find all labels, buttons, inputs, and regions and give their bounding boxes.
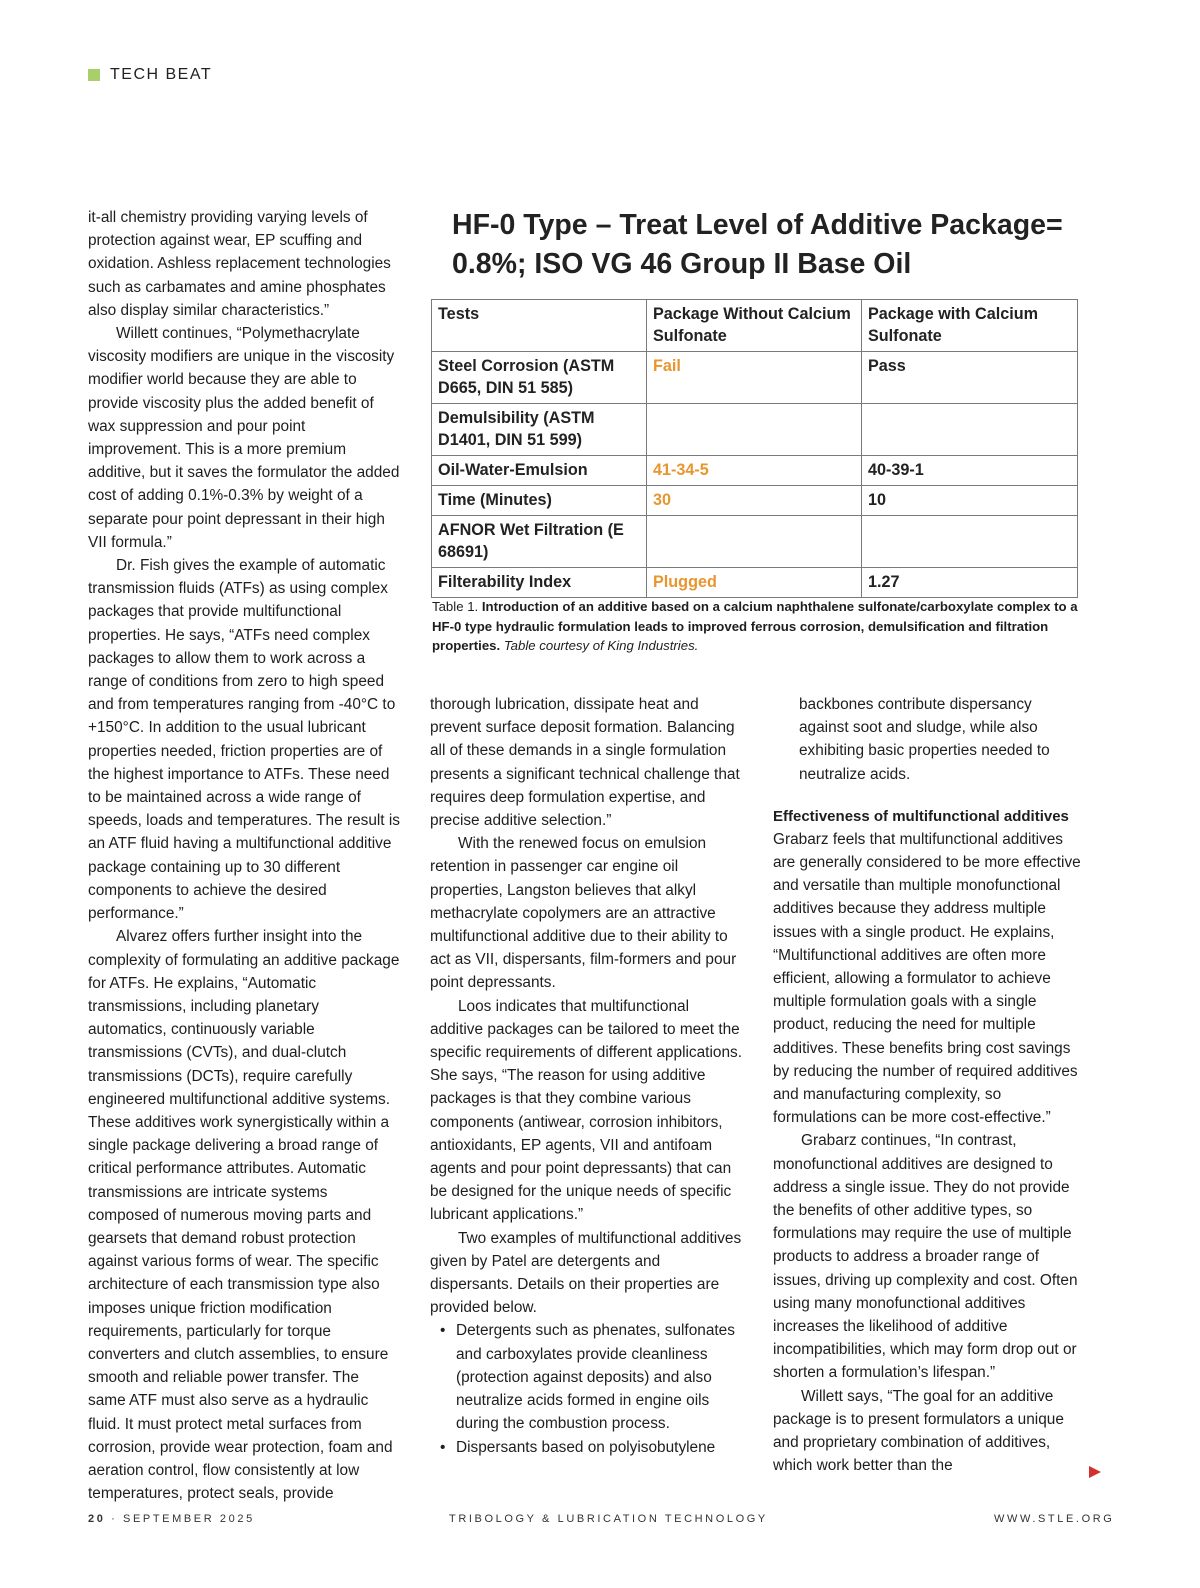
without-cell: 41-34-5 xyxy=(647,456,862,486)
with-cell: 1.27 xyxy=(862,568,1078,598)
paragraph: Grabarz feels that multifunctional additives are generally considered to be more effective and versatile than multiple monofunctional additives because they address multiple issues with a single product. He explains, “Multifunctional additives are often more efficient, allowing a formulator to achieve multiple formulation goals with a single product, reducing the need for multiple additives. These benefits bring cost savings by reducing the number of required additives and manufacturing complexity, so formulations can be more cost-effective.” xyxy=(773,830,1081,1127)
without-cell xyxy=(647,516,862,568)
with-cell: 40-39-1 xyxy=(862,456,1078,486)
paragraph: it-all chemistry providing varying levels of protection against wear, EP scuffing and oxidation. Ashless replacement technologies such as carbamates and amine phosphates also display similar characteristics.” xyxy=(88,209,391,319)
test-cell: Demulsibility (ASTM D1401, DIN 51 599) xyxy=(432,404,647,456)
paragraph: Alvarez offers further insight into the complexity of formulating an additive package for ATFs. He explains, “Automatic transmissions, including planetary automatics, continuously variable transmissions (CVTs), and dual-clutch transmissions (DCTs), require carefully engineered multifunctional additive systems. These additives work synergistically within a single package delivering a broad range of critical performance attributes. Automatic transmissions are intricate systems composed of numerous moving parts and gearsets that demand robust protection against various forms of wear. The specific architecture of each transmission type also imposes unique friction modification requirements, particularly for torque converters and clutch assemblies, to ensure smooth and reliable power transfer. The same ATF must also serve as a hydraulic fluid. It must protect metal surfaces from corrosion, provide wear protection, foam and aeration control, flow consistently at low temperatures, protect seals, provide xyxy=(88,928,400,1503)
test-cell: Steel Corrosion (ASTM D665, DIN 51 585) xyxy=(432,352,647,404)
table-row xyxy=(432,568,1078,598)
caption-label: Table 1. xyxy=(432,599,479,614)
table-row xyxy=(432,486,1078,516)
test-cell: Oil-Water-Emulsion xyxy=(432,456,647,486)
article-column-1 xyxy=(88,206,400,1505)
with-cell xyxy=(862,516,1078,568)
paragraph: Dr. Fish gives the example of automatic transmission fluids (ATFs) as using complex packages that provide multifunctional properties. He says, “ATFs need complex packages to allow them to work across a range of conditions from zero to high speed and from temperatures ranging from -40°C to +150°C. In addition to the usual lubricant properties needed, friction properties are of the highest importance to ATFs. These need to be maintained across a wide range of speeds, loads and temperatures. The result is an ATF fluid having a multifunctional additive package containing up to 30 different components to achieve the desired performance.” xyxy=(88,557,400,923)
section-heading: Effectiveness of multifunctional additives xyxy=(773,807,1069,825)
footer-separator: · xyxy=(111,1513,118,1525)
table-header-row xyxy=(432,300,1078,352)
article-column-2 xyxy=(430,693,742,1459)
paragraph: Willett continues, “Polymethacrylate viscosity modifiers are unique in the viscosity modifier world because they are able to provide viscosity plus the added benefit of wax suppression and pour point improvement. This is a more premium additive, but it saves the formulator the added cost of adding 0.1%-0.3% by weight of a separate pour point depressant in their high VII formula.” xyxy=(88,325,400,551)
table-caption xyxy=(432,597,1082,656)
column-header: Package with Calcium Sulfonate xyxy=(862,300,1078,352)
bullet-continuation: backbones contribute dispersancy against soot and sludge, while also exhibiting basic properties needed to neutralize acids. xyxy=(799,696,1050,783)
without-cell: Fail xyxy=(647,352,862,404)
section-square-icon xyxy=(88,69,100,81)
column-header: Tests xyxy=(432,300,647,352)
paragraph: Two examples of multifunctional additives given by Patel are detergents and dispersants. Details on their properties are provided below. xyxy=(430,1229,742,1317)
footer-page-info xyxy=(88,1513,255,1525)
table-row xyxy=(432,456,1078,486)
paragraph: thorough lubrication, dissipate heat and prevent surface deposit formation. Balancing all of these demands in a single formulation presents a significant technical challenge that requires deep formulation expertise, and precise additive selection.” xyxy=(430,696,740,830)
without-cell xyxy=(647,404,862,456)
bullet-list xyxy=(430,1319,742,1458)
column-header: Package Without Calcium Sulfonate xyxy=(647,300,862,352)
paragraph: Willett says, “The goal for an additive package is to present formulators a unique and proprietary combination of additives, which work better than the xyxy=(773,1387,1064,1475)
with-cell: Pass xyxy=(862,352,1078,404)
list-item: • Detergents such as phenates, sulfonates and carboxylates provide cleanliness (protection against deposits) and also neutralize acids formed in engine oils during the combustion process. xyxy=(456,1319,742,1435)
test-cell: Filterability Index xyxy=(432,568,647,598)
paragraph: Grabarz continues, “In contrast, monofunctional additives are designed to address a single issue. They do not provide the benefits of other additive types, so formulations may require the use of multiple products to address a broader range of issues, driving up complexity and cost. Often using many monofunctional additives increases the likelihood of additive incompatibilities, which may form drop out or shorten a formulation’s lifespan.” xyxy=(773,1132,1078,1382)
article-column-3 xyxy=(773,693,1085,1478)
paragraph: With the renewed focus on emulsion retention in passenger car engine oil properties, Langston believes that alkyl methacrylate copolymers are an attractive multifunctional additive due to their ability to act as VII, dispersants, film-formers and pour point depressants. xyxy=(430,835,737,992)
table-row xyxy=(432,516,1078,568)
section-tag xyxy=(88,66,212,84)
footer-publication: TRIBOLOGY & LUBRICATION TECHNOLOGY xyxy=(449,1513,768,1525)
list-item: • Dispersants based on polyisobutylene xyxy=(456,1436,742,1459)
figure-title: HF-0 Type – Treat Level of Additive Package= 0.8%; ISO VG 46 Group II Base Oil xyxy=(452,209,1063,280)
test-cell: AFNOR Wet Filtration (E 68691) xyxy=(432,516,647,568)
table-row xyxy=(432,352,1078,404)
section-label: TECH BEAT xyxy=(110,66,213,83)
with-cell: 10 xyxy=(862,486,1078,516)
footer-website[interactable]: WWW.STLE.ORG xyxy=(994,1513,1115,1525)
without-cell: Plugged xyxy=(647,568,862,598)
page-number: 20 xyxy=(88,1513,106,1525)
without-cell: 30 xyxy=(647,486,862,516)
paragraph: Loos indicates that multifunctional additive packages can be tailored to meet the specific requirements of different applications. She says, “The reason for using additive packages is that they combine various components (antiwear, corrosion inhibitors, antioxidants, EP agents, VII and antifoam agents and pour point depressants) that can be designed for the unique needs of specific lubricant applications.” xyxy=(430,997,742,1224)
results-table xyxy=(431,299,1078,598)
test-cell: Time (Minutes) xyxy=(432,486,647,516)
caption-text: Introduction of an additive based on a calcium naphthalene sulfonate/carboxylate complex to a HF-0 type hydraulic formulation leads to improved ferrous corrosion, demulsification and filtration properties. xyxy=(432,599,1078,653)
caption-credit: Table courtesy of King Industries. xyxy=(503,638,699,653)
issue-date: SEPTEMBER 2025 xyxy=(123,1513,255,1525)
with-cell xyxy=(862,404,1078,456)
table-row xyxy=(432,404,1078,456)
continue-arrow-icon xyxy=(1089,1466,1101,1478)
